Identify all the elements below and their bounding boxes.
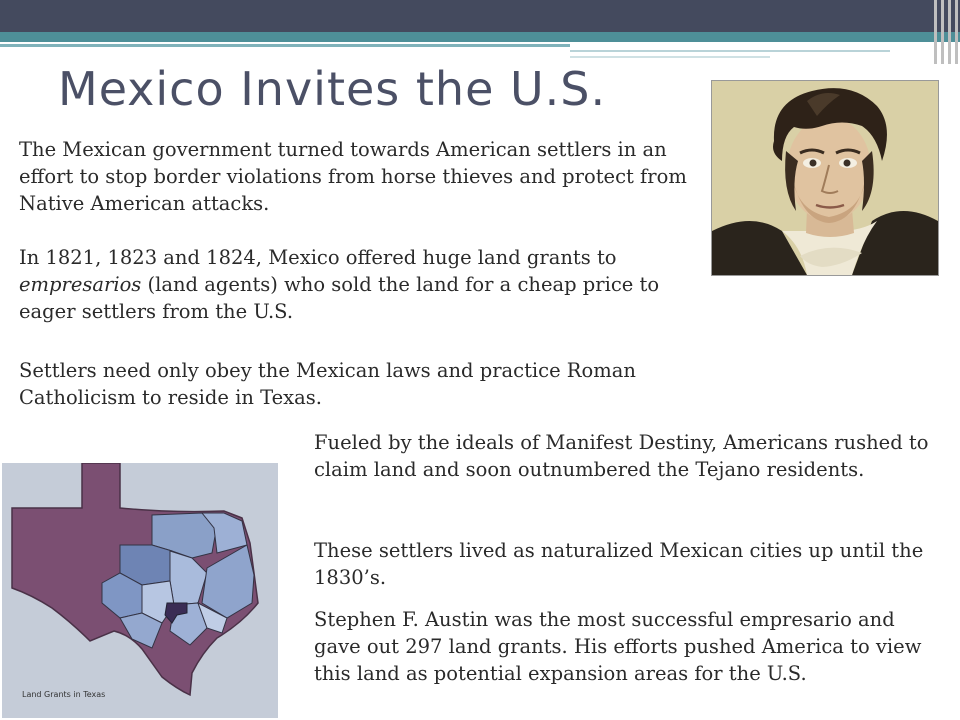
slide-title: Mexico Invites the U.S.: [58, 62, 607, 116]
paragraph-naturalized: These settlers lived as naturalized Mexican cities up until the 1830’s.: [314, 539, 924, 589]
portrait-image: [712, 81, 938, 275]
accent-line: [0, 44, 570, 47]
map-caption: Land Grants in Texas: [22, 690, 106, 699]
accent-line: [570, 50, 890, 52]
accent-line: [570, 56, 770, 58]
paragraph-stephen-austin: Stephen F. Austin was the most successful empresario and gave out 297 land grants. His efforts pushed America to view this land as potential expansion areas for the U.S.: [314, 608, 922, 685]
paragraph-border-violations: The Mexican government turned towards American settlers in an effort to stop border violations from horse thieves and protect from Native American attacks.: [19, 138, 687, 215]
emphasis-empresarios: empresarios: [19, 273, 142, 296]
stephen-austin-portrait: [711, 80, 939, 276]
texas-land-grants-map: [2, 463, 278, 718]
header-bar: [0, 0, 960, 32]
paragraph-manifest-destiny: Fueled by the ideals of Manifest Destiny, Americans rushed to claim land and soon outnumbered the Tejano residents.: [314, 431, 929, 481]
paragraph-land-grants: [19, 244, 709, 325]
map-image: [2, 463, 278, 718]
accent-band: [0, 32, 960, 42]
paragraph-text: (land agents) who sold the land for a cheap price to eager settlers from the U.S.: [19, 273, 660, 323]
decorative-stripes: [930, 0, 960, 64]
paragraph-text: In 1821, 1823 and 1824, Mexico offered huge land grants to: [19, 246, 617, 269]
paragraph-requirements: Settlers need only obey the Mexican laws and practice Roman Catholicism to reside in Texas.: [19, 359, 636, 409]
